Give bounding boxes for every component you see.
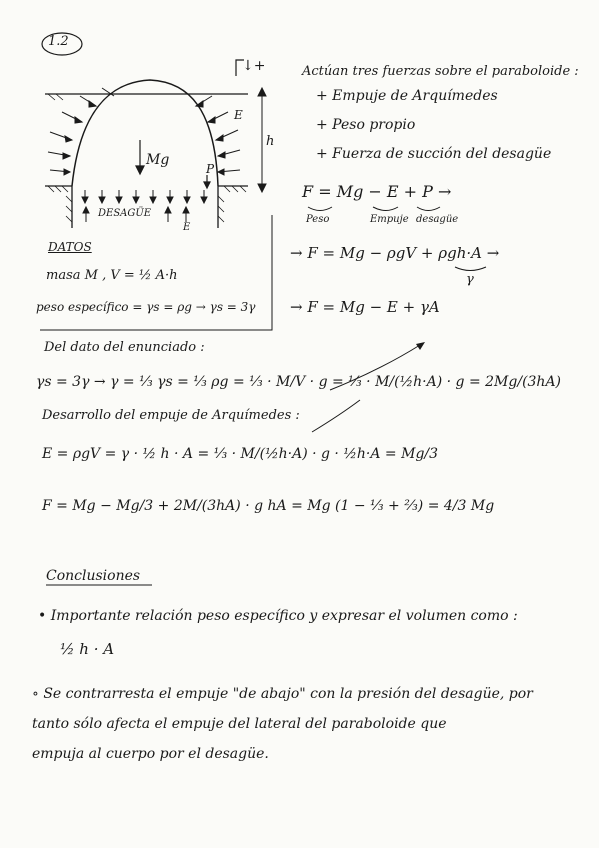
drain-label: DESAGÜE (98, 208, 152, 219)
equation-2: → F = Mg − ρgV + ρgh·A → (290, 244, 500, 262)
conclusions-title: Conclusiones (46, 568, 141, 584)
from-statement: Del dato del enunciado : (44, 340, 205, 355)
weight-label: Mg (146, 152, 170, 168)
height-label: h (266, 134, 275, 149)
conclusion-2-line3: empuja al cuerpo por el desagüe. (32, 746, 269, 762)
equation-3: → F = Mg − E + γA (290, 298, 440, 316)
force-item-archimedes: + Empuje de Arquímedes (316, 88, 498, 104)
data-mass-volume: masa M , V = ½ A·h (46, 268, 178, 283)
equation-5: E = ρgV = γ · ½ h · A = ⅓ · M/(½h·A) · g · ½h·A = Mg/3 (42, 446, 439, 462)
equation-2-gamma: γ (466, 272, 474, 287)
equation-1-note-drain: desagüe (416, 214, 459, 225)
force-item-weight: + Peso propio (316, 117, 416, 133)
equation-4: γs = 3γ → γ = ⅓ γs = ⅓ ρg = ⅓ · M/V · g = ⅓ · M/(½h·A) · g = 2Mg/(3hA) (36, 374, 562, 390)
conclusion-1-line1: • Importante relación peso específico y expresar el volumen como : (38, 608, 518, 624)
force-item-suction: + Fuerza de succión del desagüe (316, 146, 552, 162)
conclusion-2-line1: ∘ Se contrarresta el empuje "de abajo" con la presión del desagüe, por (32, 686, 533, 702)
conclusion-1-line2: ½ h · A (60, 640, 115, 658)
forces-header: Actúan tres fuerzas sobre el paraboloide : (302, 64, 579, 79)
equation-1-note-buoyancy: Empuje (370, 214, 409, 225)
data-title: DATOS (48, 240, 92, 254)
equation-1: F = Mg − E + P → (302, 182, 452, 201)
axis-label: ↓+ (242, 58, 266, 74)
archimedes-development: Desarrollo del empuje de Arquímedes : (42, 408, 300, 423)
buoyancy-label: E (234, 108, 243, 122)
suction-label: P (206, 162, 215, 176)
equation-6: F = Mg − Mg/3 + 2M/(3hA) · g hA = Mg (1 − ⅓ + ⅔) = 4/3 Mg (42, 498, 495, 514)
conclusion-2-line2: tanto sólo afecta el empuje del lateral del paraboloide que (32, 716, 447, 732)
bottom-E-label: E (183, 222, 191, 233)
equation-1-note-weight: Peso (306, 214, 330, 225)
problem-number: 1.2 (48, 34, 69, 49)
data-specific-weight: peso específico = γs = ρg → γs = 3γ (36, 300, 256, 314)
